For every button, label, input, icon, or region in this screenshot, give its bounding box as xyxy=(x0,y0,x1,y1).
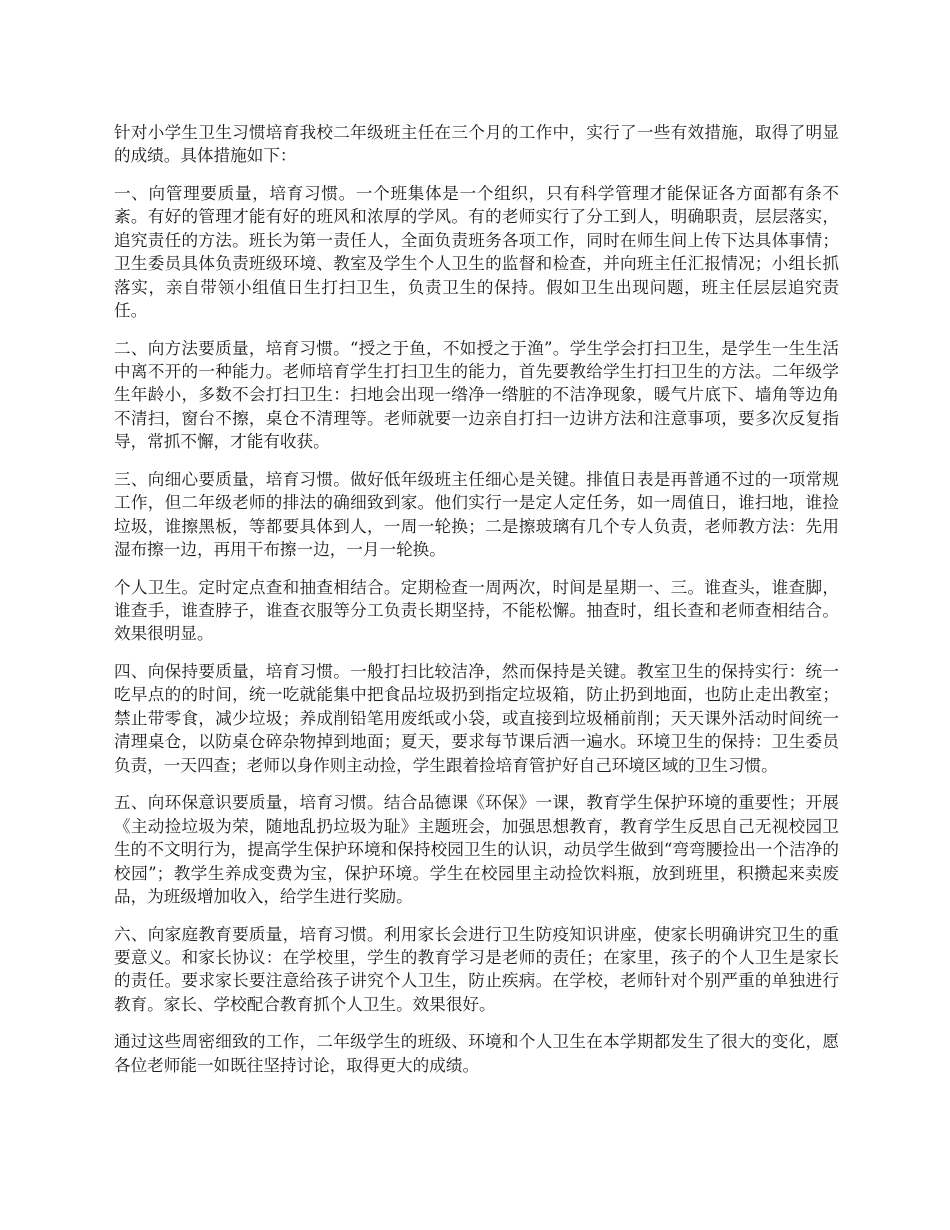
paragraph-carefulness: 三、向细心要质量，培育习惯。做好低年级班主任细心是关键。排值日表是再普通不过的一项常规工作，但二年级老师的排法的确细致到家。他们实行一是定人定任务，如一周值日，谁扫地，谁捡垃圾，谁擦黑板，等都要具体到人，一周一轮换；二是擦玻璃有几个专人负责，老师教方法：先用湿布擦一边，再用干布擦一边，一月一轮换。 xyxy=(114,469,839,560)
conclusion-paragraph: 通过这些周密细致的工作，二年级学生的班级、环境和个人卫生在本学期都发生了很大的变化，愿各位老师能一如既往坚持讨论，取得更大的成绩。 xyxy=(114,1032,839,1075)
paragraph-method: 二、向方法要质量，培育习惯。“授之于鱼，不如授之于渔”。学生学会打扫卫生，是学生一生生活中离不开的一种能力。老师培育学生打扫卫生的能力，首先要教给学生打扫卫生的方法。二年级学生年龄小，多数不会打扫卫生：扫地会出现一绺净一绺脏的不洁净现象，暖气片底下、墙角等边角不清扫，窗台不擦，桌仓不清理等。老师就要一边亲自打扫一边讲方法和注意事项，要多次反复指导，常抓不懈，才能有收获。 xyxy=(114,338,839,452)
paragraph-personal-hygiene: 个人卫生。定时定点查和抽查相结合。定期检查一周两次，时间是星期一、三。谁查头，谁查脚，谁查手，谁查脖子，谁查衣服等分工负责长期坚持，不能松懈。抽查时，组长查和老师查相结合。效果很明显。 xyxy=(114,577,839,644)
intro-paragraph: 针对小学生卫生习惯培育我校二年级班主任在三个月的工作中，实行了一些有效措施，取得了明显的成绩。具体措施如下： xyxy=(114,123,839,166)
paragraph-maintenance: 四、向保持要质量，培育习惯。一般打扫比较洁净，然而保持是关键。教室卫生的保持实行：统一吃早点的的时间，统一吃就能集中把食品垃圾扔到指定垃圾箱，防止扔到地面，也防止走出教室；禁止带零食，减少垃圾；养成削铅笔用废纸或小袋，或直接到垃圾桶前削；天天课外活动时间统一清理桌仓，以防桌仓碎杂物掉到地面；夏天，要求每节课后洒一遍水。环境卫生的保持：卫生委员负责，一天四查；老师以身作则主动捡，学生跟着捡培育管护好自己环境区域的卫生习惯。 xyxy=(114,662,839,775)
paragraph-family: 六、向家庭教育要质量，培育习惯。利用家长会进行卫生防疫知识讲座，使家长明确讲究卫生的重要意义。和家长协议：在学校里，学生的教育学习是老师的责任；在家里，孩子的个人卫生是家长的责任。要求家长要注意给孩子讲究个人卫生，防止疾病。在学校，老师针对个别严重的单独进行教育。家长、学校配合教育抓个人卫生。效果很好。 xyxy=(114,924,839,1014)
paragraph-management: 一、向管理要质量，培育习惯。一个班集体是一个组织，只有科学管理才能保证各方面都有条不紊。有好的管理才能有好的班风和浓厚的学风。有的老师实行了分工到人，明确职责，层层落实，追究责任的方法。班长为第一责任人，全面负责班务各项工作，同时在师生间上传下达具体事情；卫生委员具体负责班级环境、教室及学生个人卫生的监督和检查，并向班主任汇报情况；小组长抓落实，亲自带领小组值日生打扫卫生，负责卫生的保持。假如卫生出现问题，班主任层层追究责任。 xyxy=(114,184,839,321)
document-body xyxy=(114,121,839,1091)
paragraph-environment: 五、向环保意识要质量，培育习惯。结合品德课《环保》一课，教育学生保护环境的重要性；开展《主动捡垃圾为荣，随地乱扔垃圾为耻》主题班会，加强思想教育，教育学生反思自己无视校园卫生的不文明行为，提高学生保护环境和保持校园卫生的认识，动员学生做到“弯弯腰捡出一个洁净的校园”；教学生养成变费为宝，保护环境。学生在校园里主动捡饮料瓶，放到班里，积攒起来卖废品，为班级增加收入，给学生进行奖励。 xyxy=(114,793,839,906)
